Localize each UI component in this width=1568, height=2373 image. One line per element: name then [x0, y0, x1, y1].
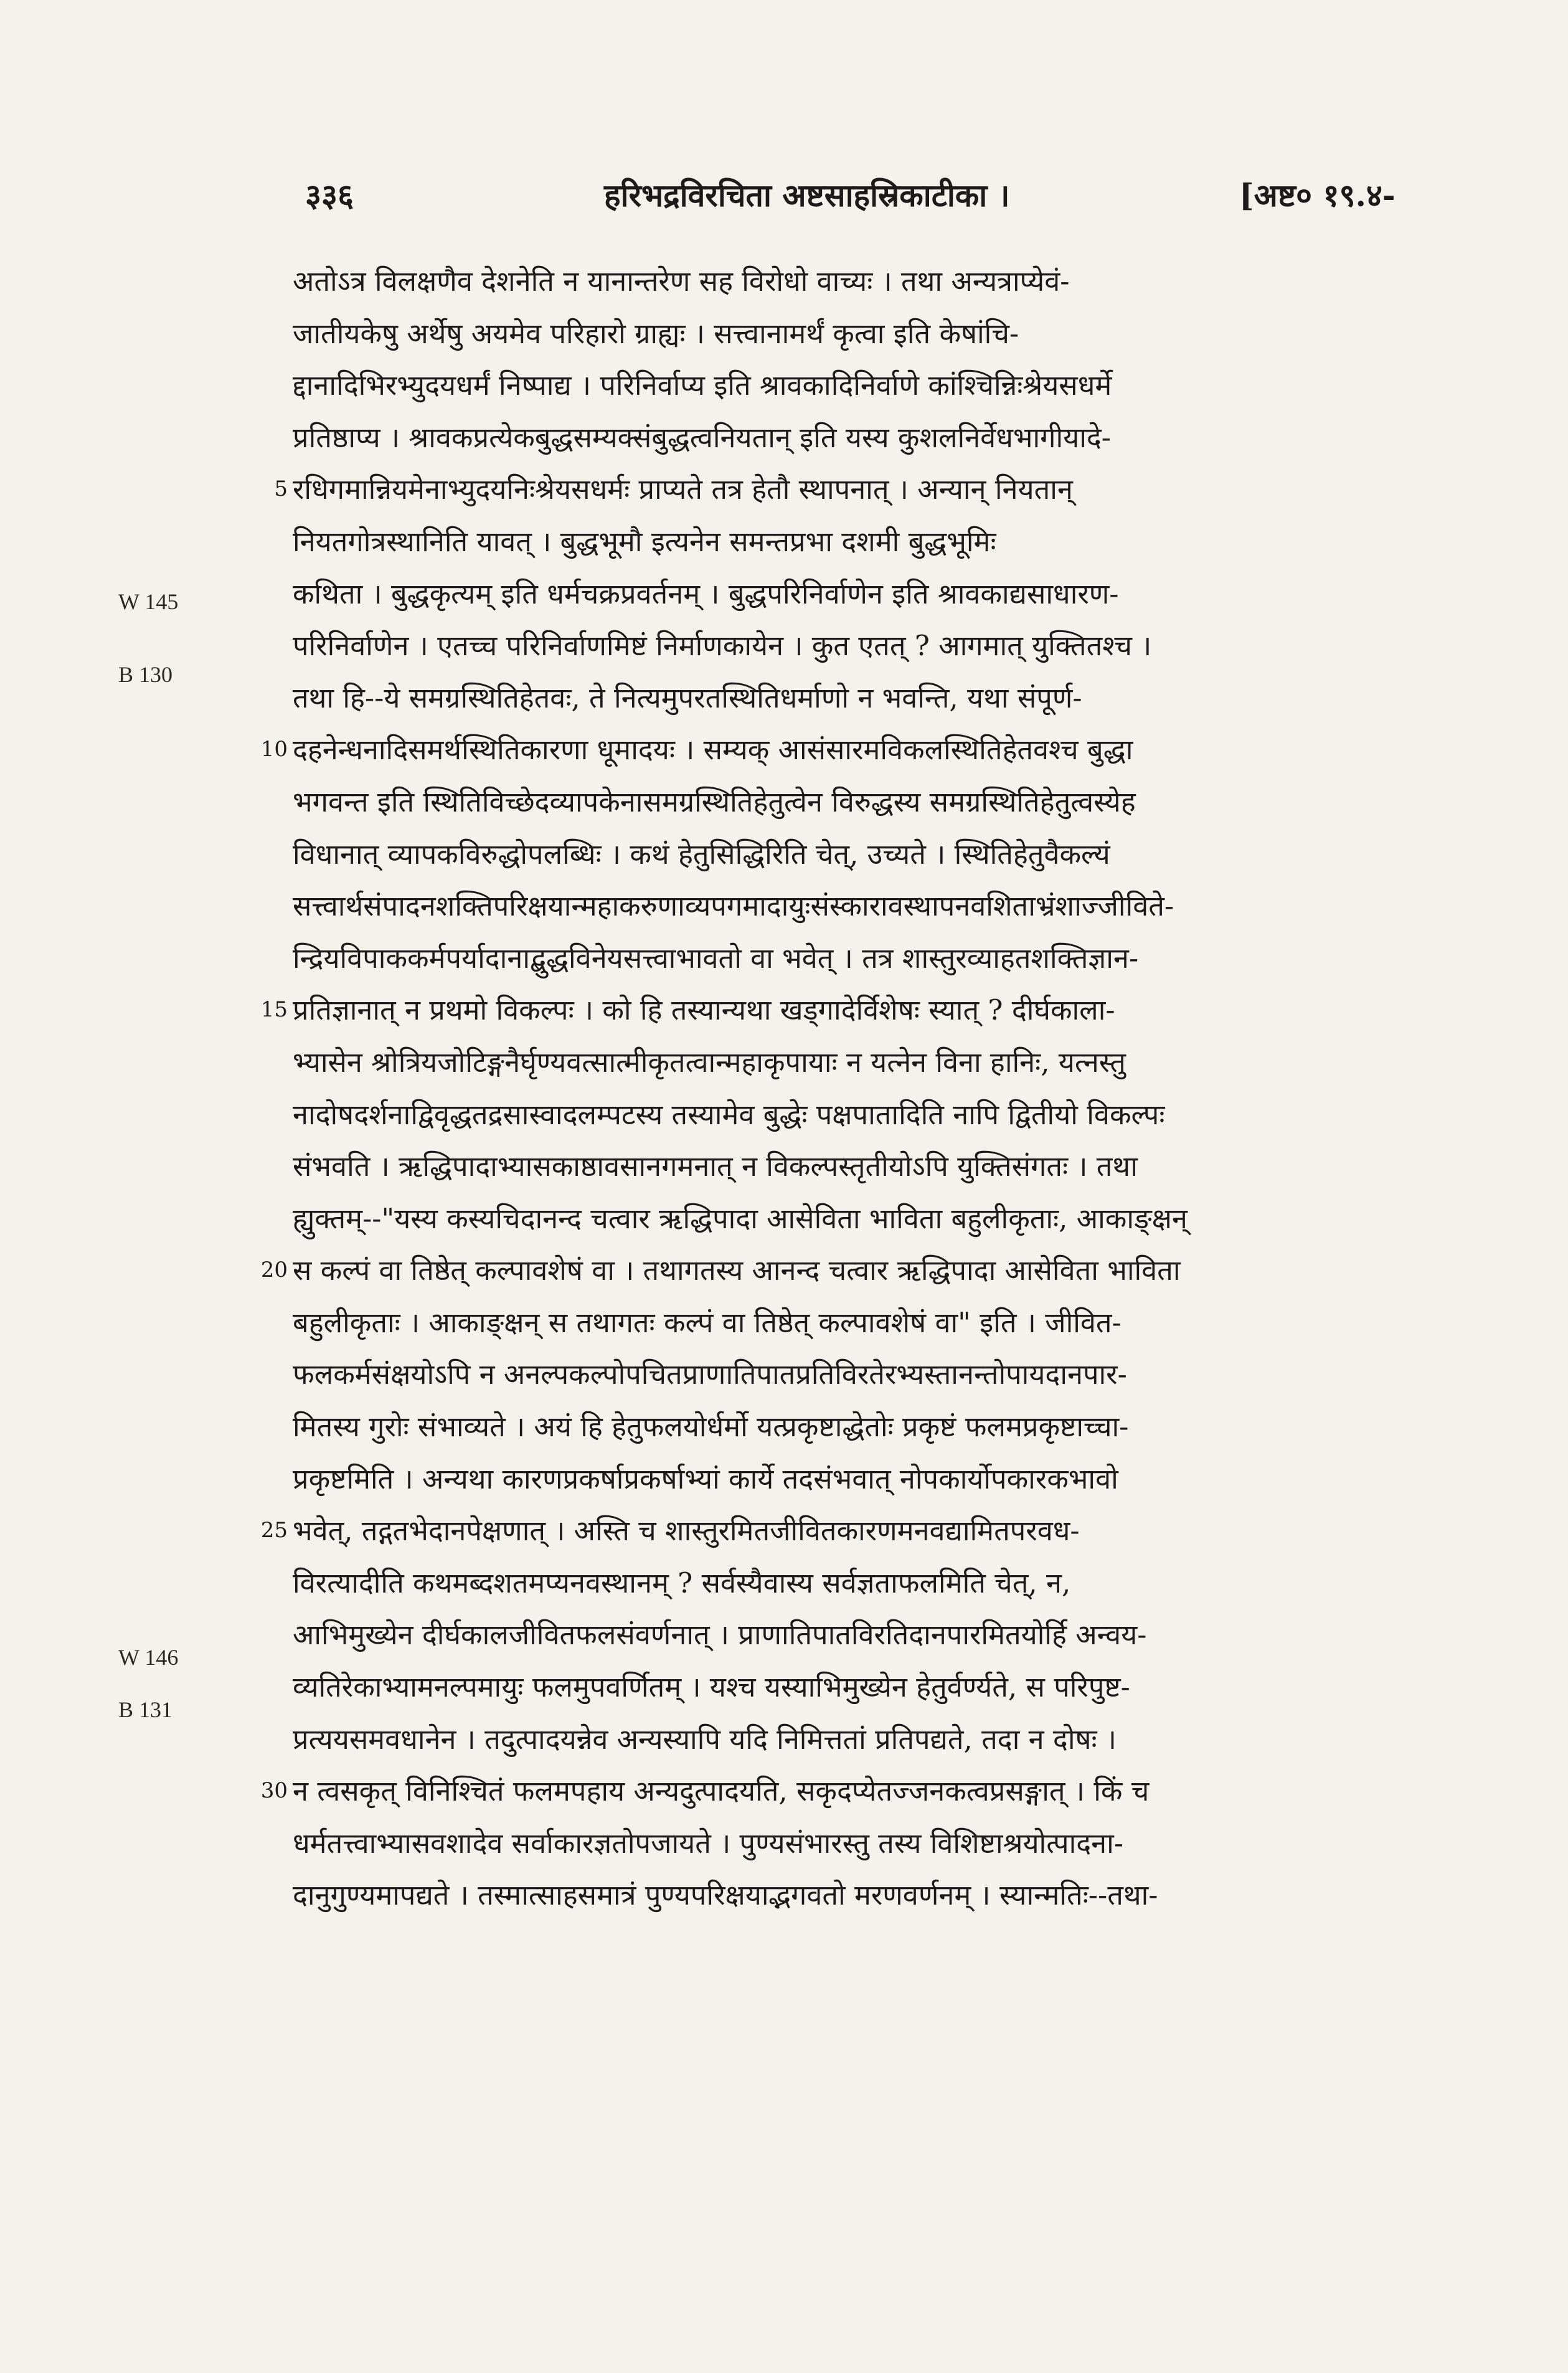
text-line	[293, 1609, 1463, 1661]
text-line	[293, 1453, 1463, 1505]
line-text: द्दानादिभिरभ्युदयधर्मं निष्पाद्य । परिनिर्वाप्य इति श्रावकादिनिर्वाणे कांश्चिन्निःश्रेयसधर्मे	[293, 369, 1112, 402]
section-reference: [अष्ट० १९.४-	[1239, 177, 1396, 214]
text-line	[293, 516, 1463, 568]
line-text: विरत्यादीति कथमब्दशतमप्यनवस्थानम् ? सर्वस्यैवास्य सर्वज्ञताफलमिति चेत्, न,	[293, 1566, 1071, 1599]
line-number: 10	[260, 737, 288, 762]
line-text: नादोषदर्शनाद्विवृद्धतद्रसास्वादलम्पटस्य तस्यामेव बुद्धेः पक्षपातादिति नापि द्वितीयो विकल्पः	[293, 1097, 1165, 1131]
line-text: भवेत्, तद्गतभेदानपेक्षणात् । अस्ति च शास्तुरमितजीवितकारणमनवद्यामितपरवध-	[293, 1514, 1080, 1548]
line-text: मितस्य गुरोः संभाव्यते । अयं हि हेतुफलयोर्धर्मो यत्प्रकृष्टाद्धेतोः प्रकृष्टं फलमप्रकृष्टाच्चा-	[293, 1410, 1129, 1444]
line-text: अतोऽत्र विलक्षणैव देशनेति न यानान्तरेण सह विरोधो वाच्यः । तथा अन्यत्राप्येवं-	[293, 265, 1070, 298]
text-line	[260, 724, 1463, 776]
text-line	[293, 932, 1463, 985]
line-text: विधानात् व्यापकविरुद्धोपलब्धिः । कथं हेतुसिद्धिरिति चेत्, उच्यते । स्थितिहेतुवैकल्यं	[293, 837, 1110, 871]
margin-note-w146: W 146	[118, 1645, 179, 1670]
line-text: जातीयकेषु अर्थेषु अयमेव परिहारो ग्राह्यः । सत्त्वानामर्थं कृत्वा इति केषांचि-	[293, 316, 1019, 350]
line-text: प्रतिष्ठाप्य । श्रावकप्रत्येकबुद्धसम्यक्संबुद्धत्वनियतान् इति यस्य कुशलनिर्वेधभागीयादे-	[293, 420, 1112, 454]
line-text: स कल्पं वा तिष्ठेत् कल्पावशेषं वा । तथागतस्य आनन्द चत्वार ऋद्धिपादा आसेविता भाविता	[293, 1254, 1181, 1287]
text-line	[293, 672, 1463, 724]
text-line	[293, 1140, 1463, 1193]
text-line	[293, 1557, 1463, 1609]
text-line	[293, 1036, 1463, 1089]
text-line	[260, 1505, 1463, 1557]
line-text: परिनिर्वाणेन । एतच्च परिनिर्वाणमिष्टं निर्माणकायेन । कुत एतत् ? आगमात् युक्तितश्च ।	[293, 629, 1152, 663]
text-line	[293, 1869, 1463, 1921]
text-line	[293, 1348, 1463, 1401]
margin-note-w145: W 145	[118, 589, 179, 614]
text-line	[293, 828, 1463, 881]
line-text: फलकर्मसंक्षयोऽपि न अनल्पकल्पोपचितप्राणातिपातप्रतिविरतेरभ्यस्तानन्तोपायदानपार-	[293, 1358, 1127, 1391]
line-text: भ्यासेन श्रोत्रियजोटिङ्गनैर्घृण्यवत्सात्मीकृतत्वान्महाकृपायाः न यत्नेन विना हानिः, यत्नस्तु	[293, 1045, 1126, 1079]
text-line	[260, 1244, 1463, 1297]
line-text: आभिमुख्येन दीर्घकालजीवितफलसंवर्णनात् । प्राणातिपातविरतिदानपारमितयोर्हि अन्वय-	[293, 1618, 1147, 1652]
text-line	[293, 1713, 1463, 1766]
text-line	[293, 1401, 1463, 1453]
line-text: ह्युक्तम्--"यस्य कस्यचिदानन्द चत्वार ऋद्धिपादा आसेविता भाविता बहुलीकृताः, आकाङ्क्षन्	[293, 1201, 1188, 1235]
text-line	[293, 880, 1463, 932]
text-line	[293, 412, 1463, 464]
text-line	[293, 620, 1463, 672]
running-title: हरिभद्रविरचिता अष्टसाहस्रिकाटीका ।	[604, 177, 1010, 214]
text-line	[260, 984, 1463, 1036]
line-text: दहनेन्धनादिसमर्थस्थितिकारणा धूमादयः । सम्यक् आसंसारमविकलस्थितिहेतवश्च बुद्धा	[293, 733, 1133, 767]
line-number: 30	[260, 1778, 288, 1804]
running-header	[0, 173, 1568, 223]
text-line	[293, 308, 1463, 360]
line-text: प्रतिज्ञानात् न प्रथमो विकल्पः । को हि तस्यान्यथा खड्गादेर्विशेषः स्यात् ? दीर्घकाला-	[293, 993, 1115, 1027]
text-line	[274, 463, 1463, 516]
line-text: सत्त्वार्थसंपादनशक्तिपरिक्षयान्महाकरुणाव्यपगमादायुःसंस्कारावस्थापनवशिताभ्रंशाज्जीविते-	[293, 889, 1174, 923]
line-text: न त्वसकृत् विनिश्चितं फलमपहाय अन्यदुत्पादयति, सकृदप्येतज्जनकत्वप्रसङ्गात् । किं च	[293, 1774, 1150, 1808]
margin-note-b130: B 130	[118, 662, 173, 687]
text-line	[293, 359, 1463, 412]
text-line	[293, 568, 1463, 620]
page-number: ३३६	[305, 177, 354, 214]
text-line	[293, 255, 1463, 308]
line-text: न्द्रियविपाककर्मपर्यादानाद्बुद्धविनेयसत्त्वाभावतो वा भवेत् । तत्र शास्तुरव्याहतशक्तिज्ञान-	[293, 941, 1139, 975]
margin-note-b131: B 131	[118, 1697, 173, 1722]
text-line	[293, 776, 1463, 828]
text-line	[293, 1089, 1463, 1141]
line-text: कथिता । बुद्धकृत्यम् इति धर्मचक्रप्रवर्तनम् । बुद्धपरिनिर्वाणेन इति श्रावकाद्यसाधारण-	[293, 577, 1119, 610]
text-line	[293, 1661, 1463, 1713]
line-number: 5	[274, 476, 288, 502]
line-text: दानुगुण्यमापद्यते । तस्मात्साहसमात्रं पुण्यपरिक्षयाद्भगवतो मरणवर्णनम् । स्यान्मतिः--तथा-	[293, 1878, 1158, 1912]
text-line	[293, 1817, 1463, 1870]
line-text: नियतगोत्रस्थानिति यावत् । बुद्धभूमौ इत्यनेन समन्तप्रभा दशमी बुद्धभूमिः	[293, 524, 996, 558]
line-text: धर्मतत्त्वाभ्यासवशादेव सर्वाकारज्ञतोपजायते । पुण्यसंभारस्तु तस्य विशिष्टाश्रयोत्पादना-	[293, 1826, 1123, 1860]
text-line	[260, 1765, 1463, 1817]
line-text: भगवन्त इति स्थितिविच्छेदव्यापकेनासमग्रस्थितिहेतुत्वेन विरुद्धस्य समग्रस्थितिहेतुत्वस्येह	[293, 785, 1136, 818]
line-text: संभवति । ऋद्धिपादाभ्यासकाष्ठावसानगमनात् न विकल्पस्तृतीयोऽपि युक्तिसंगतः । तथा	[293, 1150, 1138, 1183]
line-text: रधिगमान्नियमेनाभ्युदयनिःश्रेयसधर्मः प्राप्यते तत्र हेतौ स्थापनात् । अन्यान् नियतान्	[293, 473, 1073, 506]
line-text: बहुलीकृताः । आकाङ्क्षन् स तथागतः कल्पं वा तिष्ठेत् कल्पावशेषं वा" इति । जीवित-	[293, 1305, 1122, 1339]
line-number: 20	[260, 1258, 288, 1283]
text-line	[293, 1193, 1463, 1245]
commentary-text	[260, 255, 1463, 1921]
line-text: व्यतिरेकाभ्यामनल्पमायुः फलमुपवर्णितम् । यश्च यस्याभिमुख्येन हेतुर्वर्ण्यते, स परिपुष्ट-	[293, 1670, 1130, 1704]
line-text: तथा हि--ये समग्रस्थितिहेतवः, ते नित्यमुपरतस्थितिधर्माणो न भवन्ति, यथा संपूर्ण-	[293, 681, 1082, 714]
line-number: 15	[260, 997, 288, 1023]
line-number: 25	[260, 1518, 288, 1543]
text-line	[293, 1297, 1463, 1349]
line-text: प्रकृष्टमिति । अन्यथा कारणप्रकर्षाप्रकर्षाभ्यां कार्ये तदसंभवात् नोपकार्योपकारकभावो	[293, 1462, 1118, 1495]
line-text: प्रत्ययसमवधानेन । तदुत्पादयन्नेव अन्यस्यापि यदि निमित्ततां प्रतिपद्यते, तदा न दोषः ।	[293, 1722, 1117, 1756]
